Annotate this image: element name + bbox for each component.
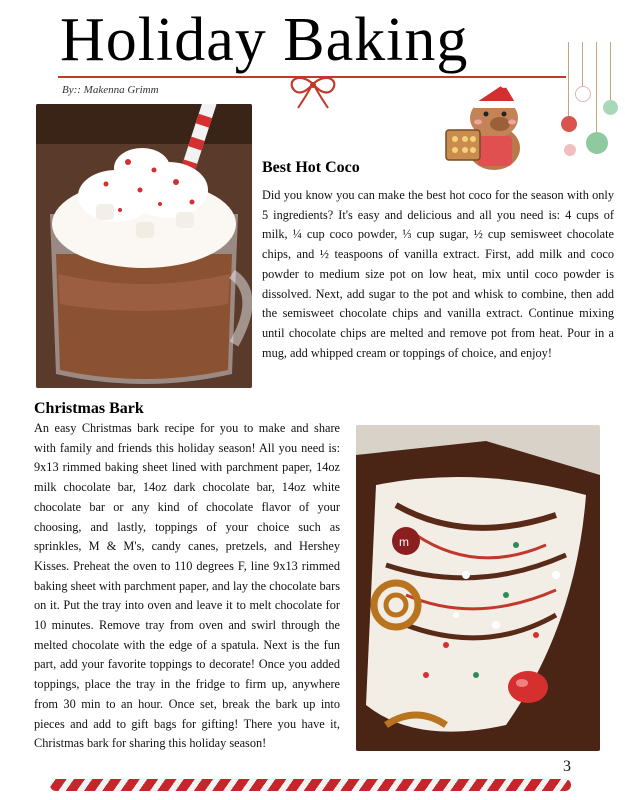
svg-text:m: m <box>399 535 409 549</box>
christmas-bark-body: An easy Christmas bark recipe for you to make and share with family and friends this holiday season! All you need is: 9x13 rimmed baking sheet lined with parchment paper, 14oz milk chocolate bar, 14oz dark chocolate bar, 14oz white chocolate bar or any kind of chocolate flavor of your choosing, and lastly, toppings of your choice such as sprinkles, M & M's, candy canes, pretzels, and Hershey Kisses. Preheat the oven to 110 degrees F, line 9x13 rimmed baking sheet with parchment paper, and lay the chocolate bars on it. Put the tray into oven and leave it to melt chocolate for 10 minutes. Remove tray from oven and swirl through the melted chocolate with the edge of a spatula. Next is the fun part, add your favorite toppings to decorate! Once you added toppings, place the tray in the fridge to firm up, anywhere from 30 min to an hour. Once set, break the bark up into pieces and add to gift bags for gifting! There you have it, Christmas bark for sharing this holiday season! <box>34 421 340 751</box>
byline: By:: Makenna Grimm <box>62 84 159 96</box>
page-number: 3 <box>563 758 571 775</box>
christmas-ornaments-icon <box>560 42 624 182</box>
hot-coco-heading: Best Hot Coco <box>262 159 360 176</box>
candy-cane-stripe <box>50 779 571 791</box>
hot-coco-photo <box>36 104 252 388</box>
bow-icon <box>280 76 346 110</box>
christmas-bark-photo <box>356 425 600 751</box>
christmas-bark-heading: Christmas Bark <box>34 400 144 417</box>
hot-coco-body: Did you know you can make the best hot coco for the season with only 5 ingredients? It's easy and delicious and all you need is: 4 cups of milk, ¼ cup coco powder, ⅓ cup sugar, ½ cup semisweet chocolate chips, and ½ teaspoons of vanilla extract. First, add milk and coco powder to medium size pot on low heat, mix until coco powder is dissolved. Next, add sugar to the pot and whisk to combine, then add the semisweet chocolate chips and vanilla extract. Continue mixing until chocolate chips are melted and remove pot from heat. Pour in a mug, add whipped cream or toppings of choice, and enjoy! <box>262 188 614 360</box>
capybara-chef-icon <box>442 78 542 174</box>
page-title: Holiday Baking <box>60 6 469 74</box>
